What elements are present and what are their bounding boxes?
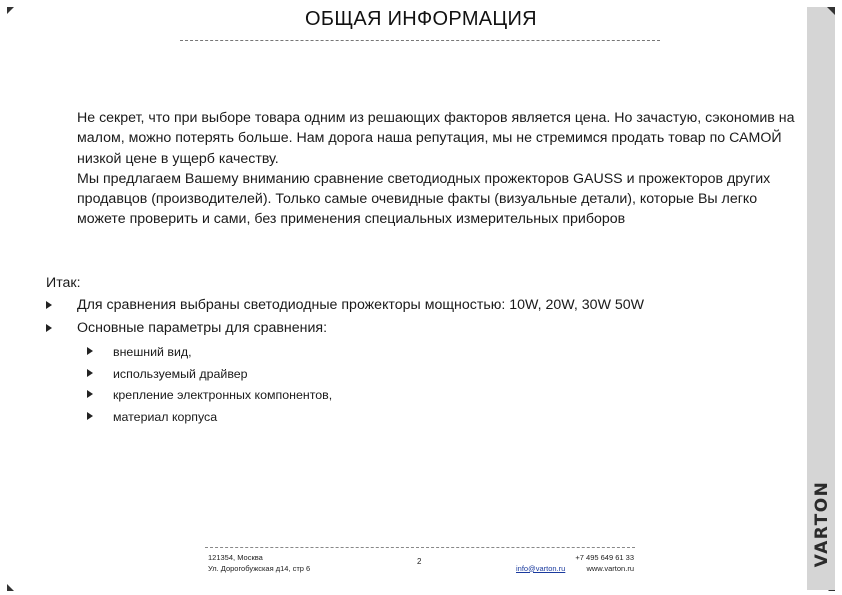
bullet-arrow-icon bbox=[87, 347, 93, 355]
address-line: 121354, Москва bbox=[208, 553, 263, 562]
list-item bbox=[87, 409, 786, 426]
parameter-text: материал корпуса bbox=[113, 409, 218, 424]
page-number: 2 bbox=[417, 557, 422, 566]
list-item bbox=[87, 366, 786, 383]
bullet-text: Основные параметры для сравнения: bbox=[77, 320, 328, 336]
footer-divider bbox=[205, 547, 635, 548]
comparison-summary bbox=[46, 273, 786, 430]
bullet-arrow-icon bbox=[46, 301, 52, 309]
list-item bbox=[46, 295, 786, 315]
parameter-list bbox=[77, 344, 786, 426]
bullet-arrow-icon bbox=[87, 390, 93, 398]
bullet-arrow-icon bbox=[87, 412, 93, 420]
brand-logo: VARTON bbox=[812, 480, 832, 568]
corner-mark-top-right bbox=[827, 7, 835, 15]
intro-text bbox=[77, 108, 802, 230]
address-line: Ул. Дорогобужская д14, стр 6 bbox=[208, 563, 311, 573]
page-title: ОБЩАЯ ИНФОРМАЦИЯ bbox=[305, 8, 537, 30]
list-item bbox=[87, 387, 786, 404]
title-divider bbox=[180, 40, 660, 41]
bullet-text: Для сравнения выбраны светодиодные прожекторы мощностью: 10W, 20W, 30W 50W bbox=[77, 297, 645, 313]
website-text: www.varton.ru bbox=[586, 563, 634, 573]
list-item bbox=[46, 318, 786, 426]
footer-address bbox=[208, 553, 310, 574]
intro-paragraph-2: Мы предлагаем Вашему вниманию сравнение светодиодных прожекторов GAUSS и прожекторов других продавцов (производителей). Только самые очевидные факты (визуальные детали), которые Вы легко можете проверить и сами, без применения специальных измерительных приборов bbox=[77, 170, 771, 228]
parameter-text: используемый драйвер bbox=[113, 366, 248, 381]
corner-mark-bottom-left bbox=[7, 584, 14, 591]
intro-paragraph-1: Не секрет, что при выборе товара одним из решающих факторов является цена. Но зачастую, сэкономив на малом, можно потерять больше. Нам дорога наша репутация, мы не стремимся продать товар по САМОЙ низкой цене в ущерб качеству. bbox=[77, 110, 795, 167]
summary-lead: Итак: bbox=[46, 275, 81, 291]
footer-contacts bbox=[516, 553, 634, 574]
list-item bbox=[87, 344, 786, 361]
email-link[interactable]: info@varton.ru bbox=[516, 563, 566, 573]
parameter-text: внешний вид, bbox=[113, 345, 192, 359]
phone-number: +7 495 649 61 33 bbox=[575, 553, 634, 562]
bullet-arrow-icon bbox=[87, 369, 93, 377]
summary-bullet-list bbox=[46, 295, 786, 426]
parameter-text: крепление электронных компонентов, bbox=[113, 388, 333, 402]
bullet-arrow-icon bbox=[46, 324, 52, 332]
